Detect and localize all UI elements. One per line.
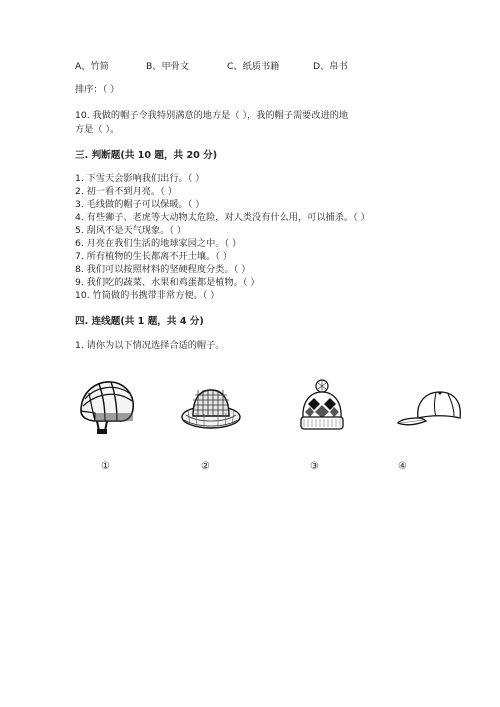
baseball-cap-icon bbox=[396, 388, 464, 430]
knit-beanie-icon bbox=[297, 378, 347, 434]
section4-title: 四. 连线题(共 1 题，共 4 分) bbox=[75, 316, 204, 327]
hat-label-1: ① bbox=[101, 461, 110, 472]
sort-line: 排序：（ ） bbox=[75, 84, 120, 95]
option-d: D、帛书 bbox=[313, 61, 348, 72]
option-a: A、竹简 bbox=[75, 61, 109, 72]
q1-text: 1. 请你为以下情况选择合适的帽子。 bbox=[75, 340, 225, 351]
judgment-item-4: 4. 有些狮子、老虎等大动物太危险，对人类没有什么用，可以捕杀。（ ） bbox=[75, 212, 370, 223]
hat-label-4: ④ bbox=[398, 461, 407, 472]
judgment-item-8: 8. 我们可以按照材料的坚硬程度分类。（ ） bbox=[75, 264, 251, 275]
judgment-item-1: 1. 下雪天会影响我们出行。（ ） bbox=[75, 173, 205, 184]
section3-title: 三. 判断题(共 10 题，共 20 分) bbox=[75, 150, 218, 161]
judgment-item-6: 6. 月亮在我们生活的地球家园之中。（ ） bbox=[75, 238, 242, 249]
judgment-item-10: 10. 竹筒做的书携带非常方便。（ ） bbox=[75, 290, 220, 301]
judgment-item-5: 5. 刮风不是天气现象。（ ） bbox=[75, 225, 187, 236]
option-b: B、甲骨文 bbox=[146, 61, 190, 72]
hat-label-2: ② bbox=[201, 461, 210, 472]
straw-hat-icon bbox=[180, 385, 242, 433]
judgment-item-2: 2. 初一看不到月亮。（ ） bbox=[75, 186, 177, 197]
bicycle-helmet-icon bbox=[75, 375, 139, 439]
q10-line-2: 方是（ ）。 bbox=[75, 124, 120, 135]
judgment-item-9: 9. 我们吃的蔬菜、水果和鸡蛋都是植物。（ ） bbox=[75, 277, 260, 288]
option-c: C、纸质书籍 bbox=[227, 61, 280, 72]
judgment-item-7: 7. 所有植物的生长都离不开土壤。（ ） bbox=[75, 251, 233, 262]
q10-line-1: 10. 我做的帽子令我特别满意的地方是（ ），我的帽子需要改进的地 bbox=[75, 110, 349, 121]
hat-label-3: ③ bbox=[310, 461, 319, 472]
judgment-item-3: 3. 毛线做的帽子可以保暖。（ ） bbox=[75, 199, 205, 210]
